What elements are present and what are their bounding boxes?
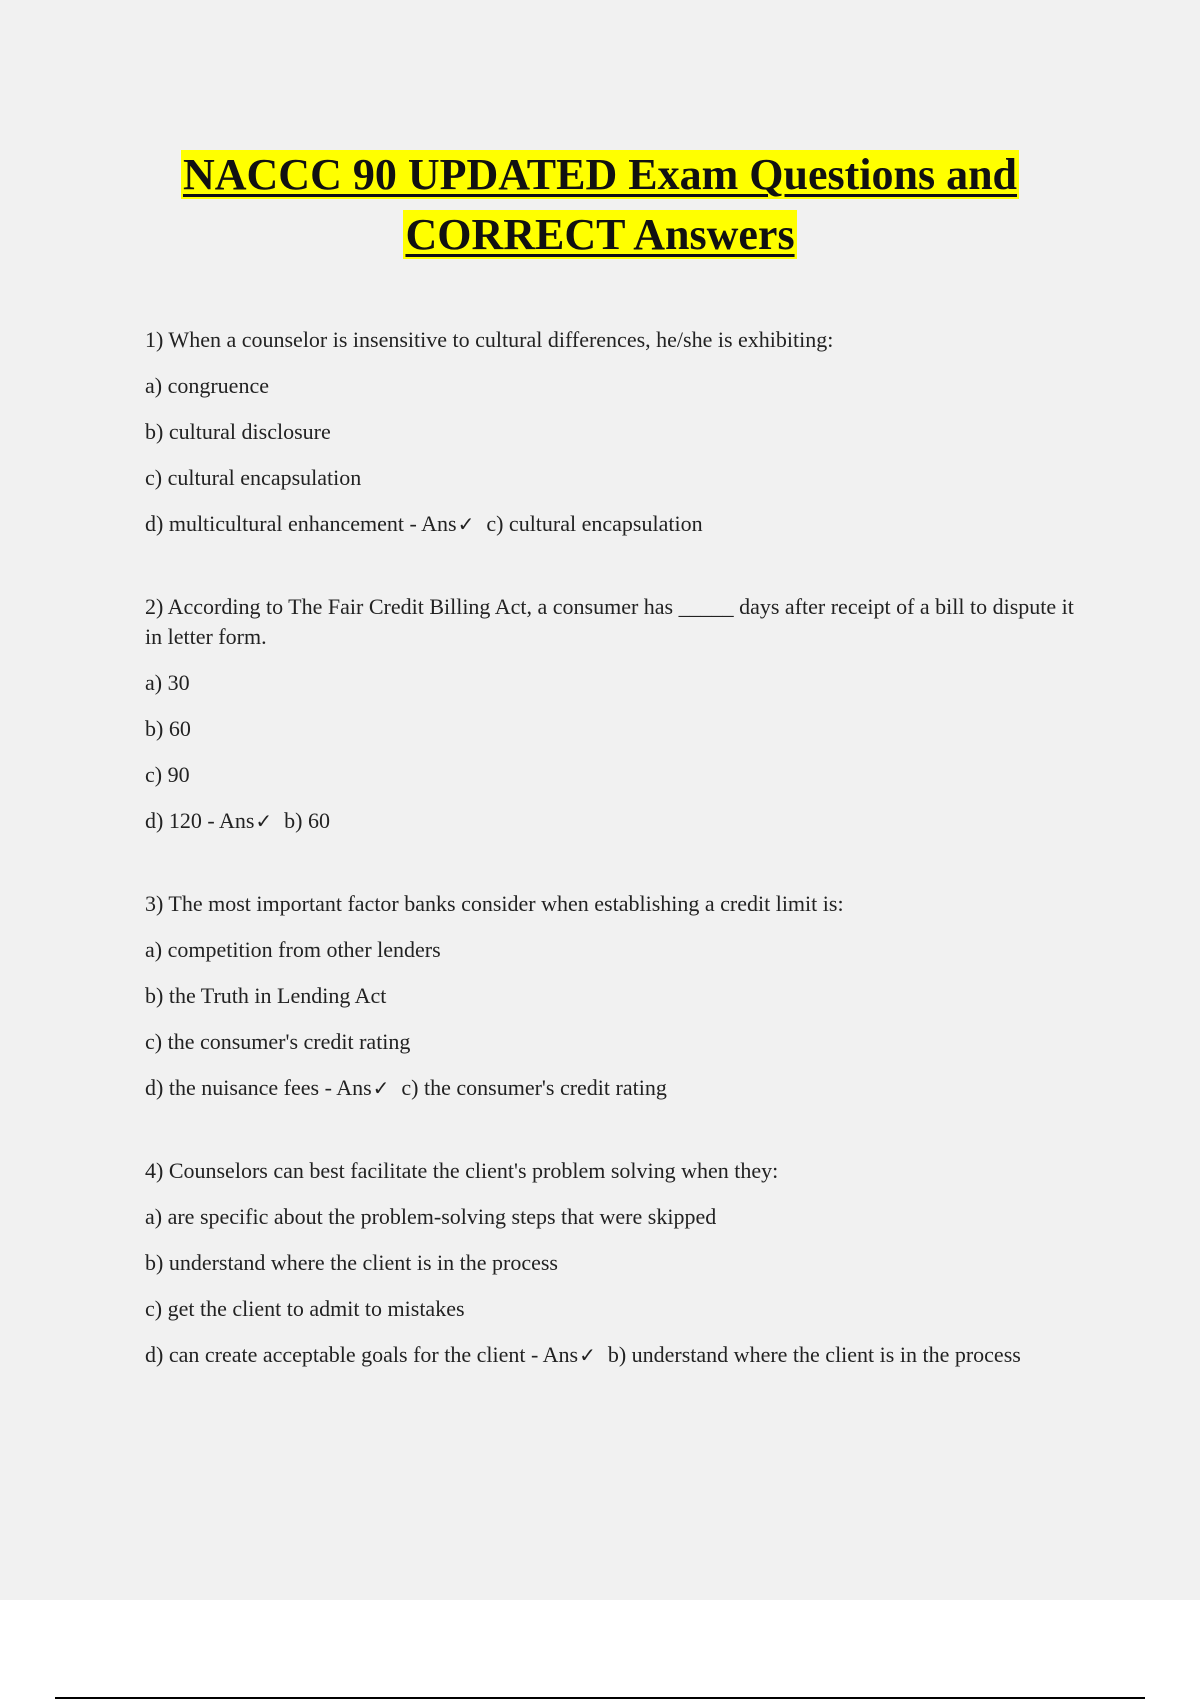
- option-a: a) competition from other lenders: [145, 937, 441, 962]
- checkmark-icon: ✓: [255, 809, 273, 833]
- question-stem: 3) The most important factor banks consider when establishing a credit limit is:: [145, 891, 844, 916]
- title-line-2: CORRECT Answers: [405, 210, 795, 259]
- document-title: [0, 145, 1200, 265]
- option-c: c) get the client to admit to mistakes: [145, 1296, 465, 1321]
- correct-answer: c) the consumer's credit rating: [401, 1075, 667, 1100]
- checkmark-icon: ✓: [579, 1343, 596, 1367]
- option-c: c) 90: [145, 762, 190, 787]
- correct-answer: b) 60: [284, 808, 330, 833]
- correct-answer: b) understand where the client is in the process: [607, 1342, 1021, 1367]
- option-b: b) the Truth in Lending Act: [145, 983, 387, 1008]
- option-b: b) 60: [145, 716, 191, 741]
- question-block: [145, 889, 1085, 1103]
- question-list: [145, 325, 1085, 1423]
- option-d: d) can create acceptable goals for the client - Ans: [145, 1342, 579, 1367]
- option-a: a) 30: [145, 670, 190, 695]
- option-d: d) 120 - Ans: [145, 808, 255, 833]
- option-d-with-answer: [145, 509, 1085, 539]
- option-c: c) cultural encapsulation: [145, 465, 362, 490]
- question-block: [145, 1156, 1085, 1370]
- correct-answer: c) cultural encapsulation: [486, 511, 703, 536]
- title-line-1: NACCC 90 UPDATED Exam Questions and: [182, 150, 1018, 199]
- option-b: b) cultural disclosure: [145, 419, 331, 444]
- checkmark-icon: ✓: [457, 512, 475, 536]
- question-block: [145, 325, 1085, 539]
- question-stem: 1) When a counselor is insensitive to cultural differences, he/she is exhibiting:: [145, 327, 834, 352]
- option-d-with-answer: [145, 1340, 1085, 1370]
- option-d-with-answer: [145, 1073, 1085, 1103]
- option-d: d) multicultural enhancement - Ans: [145, 511, 457, 536]
- option-a: a) congruence: [145, 373, 269, 398]
- question-stem: 2) According to The Fair Credit Billing Act, a consumer has _____ days after receipt of a bill to dispute it in letter form.: [145, 594, 1074, 649]
- page-bottom-rule: [55, 1697, 1145, 1699]
- option-d-with-answer: [145, 806, 1085, 836]
- option-d: d) the nuisance fees - Ans: [145, 1075, 372, 1100]
- option-b: b) understand where the client is in the process: [145, 1250, 558, 1275]
- option-a: a) are specific about the problem-solving steps that were skipped: [145, 1204, 717, 1229]
- option-c: c) the consumer's credit rating: [145, 1029, 411, 1054]
- question-block: [145, 592, 1085, 836]
- question-stem: 4) Counselors can best facilitate the client's problem solving when they:: [145, 1158, 779, 1183]
- checkmark-icon: ✓: [372, 1076, 390, 1100]
